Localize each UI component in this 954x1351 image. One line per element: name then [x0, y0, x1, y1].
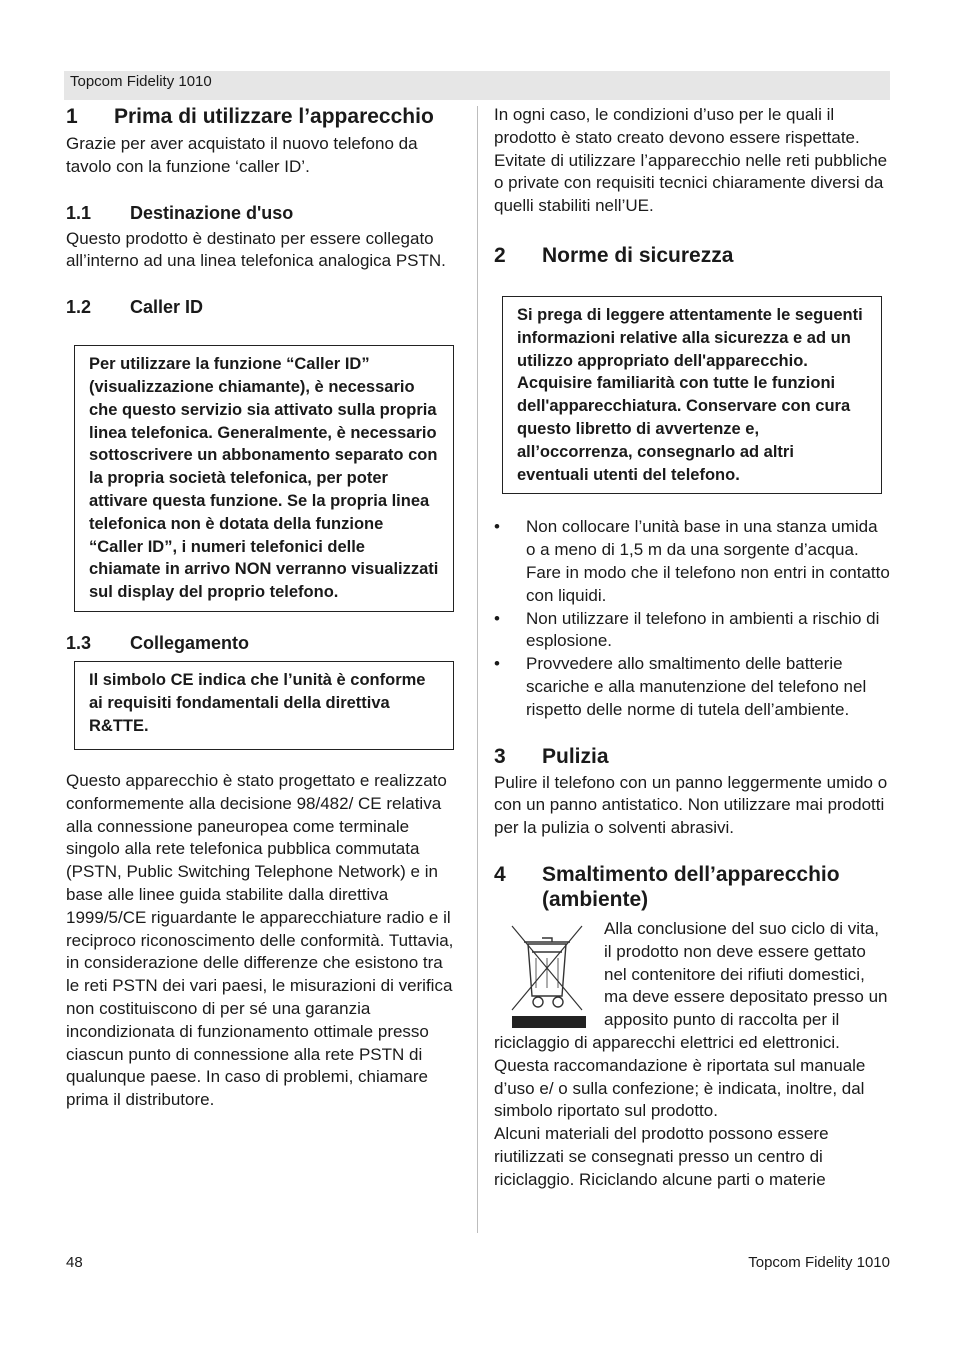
section-title: Pulizia: [542, 744, 609, 768]
left-column: [66, 104, 460, 1112]
section-number: 1: [66, 105, 78, 128]
caller-id-notice-text: Per utilizzare la funzione “Caller ID” (visualizzazione chiamante), è necessario che questo servizio sia attivato sulla propria linea telefonica. Generalmente, è necessario sottoscrivere un abbonamento separato con la propria società telefonica, per poter attivare questa funzione. Se la propria linea telefonica non è dotata della funzione “Caller ID”, i numeri telefonici delle chiamate in arrivo NON verranno visualizzati sul display del proprio telefono.: [89, 355, 439, 602]
caller-id-notice-box: [74, 345, 454, 612]
list-item-text: Non utilizzare il telefono in ambienti a rischio di esplosione.: [526, 608, 880, 651]
ce-notice-text: Il simbolo CE indica che l’unità è conforme ai requisiti fondamentali della direttiva R&TTE.: [89, 670, 426, 735]
conditions-text: In ogni caso, le condizioni d’uso per le quali il prodotto è stato creato devono essere rispettate. Evitate di utilizzare l’apparecchio nelle reti pubbliche o private con requisiti tecnici chiaramente diversi da quelli stabiliti nell’UE.: [494, 105, 888, 216]
section-3-heading: [494, 744, 890, 769]
section-1-text: Grazie per aver acquistato il nuovo telefono da tavolo con la funzione ‘caller ID’.: [66, 134, 418, 176]
section-4-text-1: Alla conclusione del suo ciclo di vita, il prodotto non deve essere gettato nel contenitore dei rifiuti domestici, ma deve essere depositato presso un apposito punto di raccolta per il riciclaggio di apparecchi elettrici ed elettronici. Questa raccomandazione è riportata sul manuale d’uso e/ o sulla confezione; è indicata, inoltre, dal simbolo riportato sul prodotto.: [494, 918, 888, 1121]
safety-list: [494, 516, 890, 721]
bullet: •: [494, 654, 500, 674]
list-item: [494, 653, 890, 721]
safety-notice-text: Si prega di leggere attentamente le seguenti informazioni relative alla sicurezza e ad un utilizzo appropriato dell'apparecchio. Acquisire familiarità con tutte le funzioni dell'apparecchiatura. Conservare con cura questo libretto di avvertenze e, all’occorrenza, consegnarlo ad altri eventuali utenti del telefono.: [517, 305, 863, 484]
ce-notice-box: [74, 661, 454, 750]
section-number: 4: [494, 862, 506, 886]
column-divider: [477, 106, 478, 1233]
section-title: Collegamento: [130, 632, 250, 653]
section-title: Caller ID: [130, 297, 204, 318]
section-1-1-text: Questo prodotto è destinato per essere collegato all’interno ad una linea telefonica analogica PSTN.: [66, 228, 446, 271]
section-1-heading: [66, 104, 460, 129]
page-number: 48: [66, 1254, 83, 1271]
section-1-3-text: Questo apparecchio è stato progettato e realizzato conformemente alla decisione 98/482/ CE relativa alla connessione paneuropea come terminale singolo alla rete telefonica pubblica commutata (PSTN, Public Switching Telephone Network) e in base alle linee guida stabilite dalla direttiva 1999/5/CE riguardante le apparecchiature radio e il reciproco riconoscimento delle conformità. Tuttavia, in considerazione delle differenze che esistono tra le reti PSTN dei vari paesi, le misurazioni di verifica non costituiscono di per sé una garanzia incondizionata di funzionamento ottimale presso ciascun punto di connessione alla rete PSTN di qualunque paese. In caso di problemi, chiamare prima il distributore.: [66, 770, 454, 1110]
section-title: Norme di sicurezza: [542, 243, 734, 267]
bullet: •: [494, 608, 500, 628]
section-3-text: Pulire il telefono con un panno leggermente umido o con un panno antistatico. Non utilizzare mai prodotti per la pulizia o solventi abrasivi.: [494, 772, 888, 838]
list-item-text: Non collocare l’unità base in una stanza umida o a meno di 1,5 m da una sorgente d’acqua. Fare in modo che il telefono non entri in contatto con liquidi.: [526, 517, 890, 605]
header-title: Topcom Fidelity 1010: [70, 73, 212, 90]
section-title: Destinazione d'uso: [130, 202, 294, 223]
section-number: 1.2: [66, 297, 92, 318]
section-1-3-heading: [66, 632, 460, 654]
list-item-text: Provvedere allo smaltimento delle batterie scariche e alla manutenzione del telefono nel rispetto delle norme di tutela dell’ambiente.: [526, 654, 867, 719]
list-item: [494, 516, 890, 607]
footer-title: Topcom Fidelity 1010: [748, 1254, 890, 1271]
crossed-out-wheelie-bin-icon: [502, 918, 592, 1028]
section-4-body: [494, 918, 890, 1192]
section-number: 2: [494, 243, 506, 267]
section-4-text-2: Alcuni materiali del prodotto possono essere riutilizzati se consegnati presso un centro di riciclaggio. Riciclando alcune parti o materie: [494, 1124, 829, 1189]
section-title: Prima di utilizzare l’apparecchio: [114, 105, 434, 128]
section-number: 1.3: [66, 632, 92, 653]
list-item: [494, 608, 890, 654]
section-1-1-heading: [66, 202, 460, 224]
section-1-2-heading: [66, 296, 460, 318]
safety-notice-box: [502, 296, 882, 494]
section-4-heading: [494, 862, 890, 912]
page-header: [64, 71, 890, 100]
section-number: 1.1: [66, 202, 92, 223]
section-2-heading: [494, 243, 890, 268]
section-title: Smaltimento dell’apparecchio (ambiente): [542, 862, 840, 911]
bullet: •: [494, 517, 500, 537]
section-number: 3: [494, 744, 506, 768]
right-column: [494, 104, 890, 1191]
